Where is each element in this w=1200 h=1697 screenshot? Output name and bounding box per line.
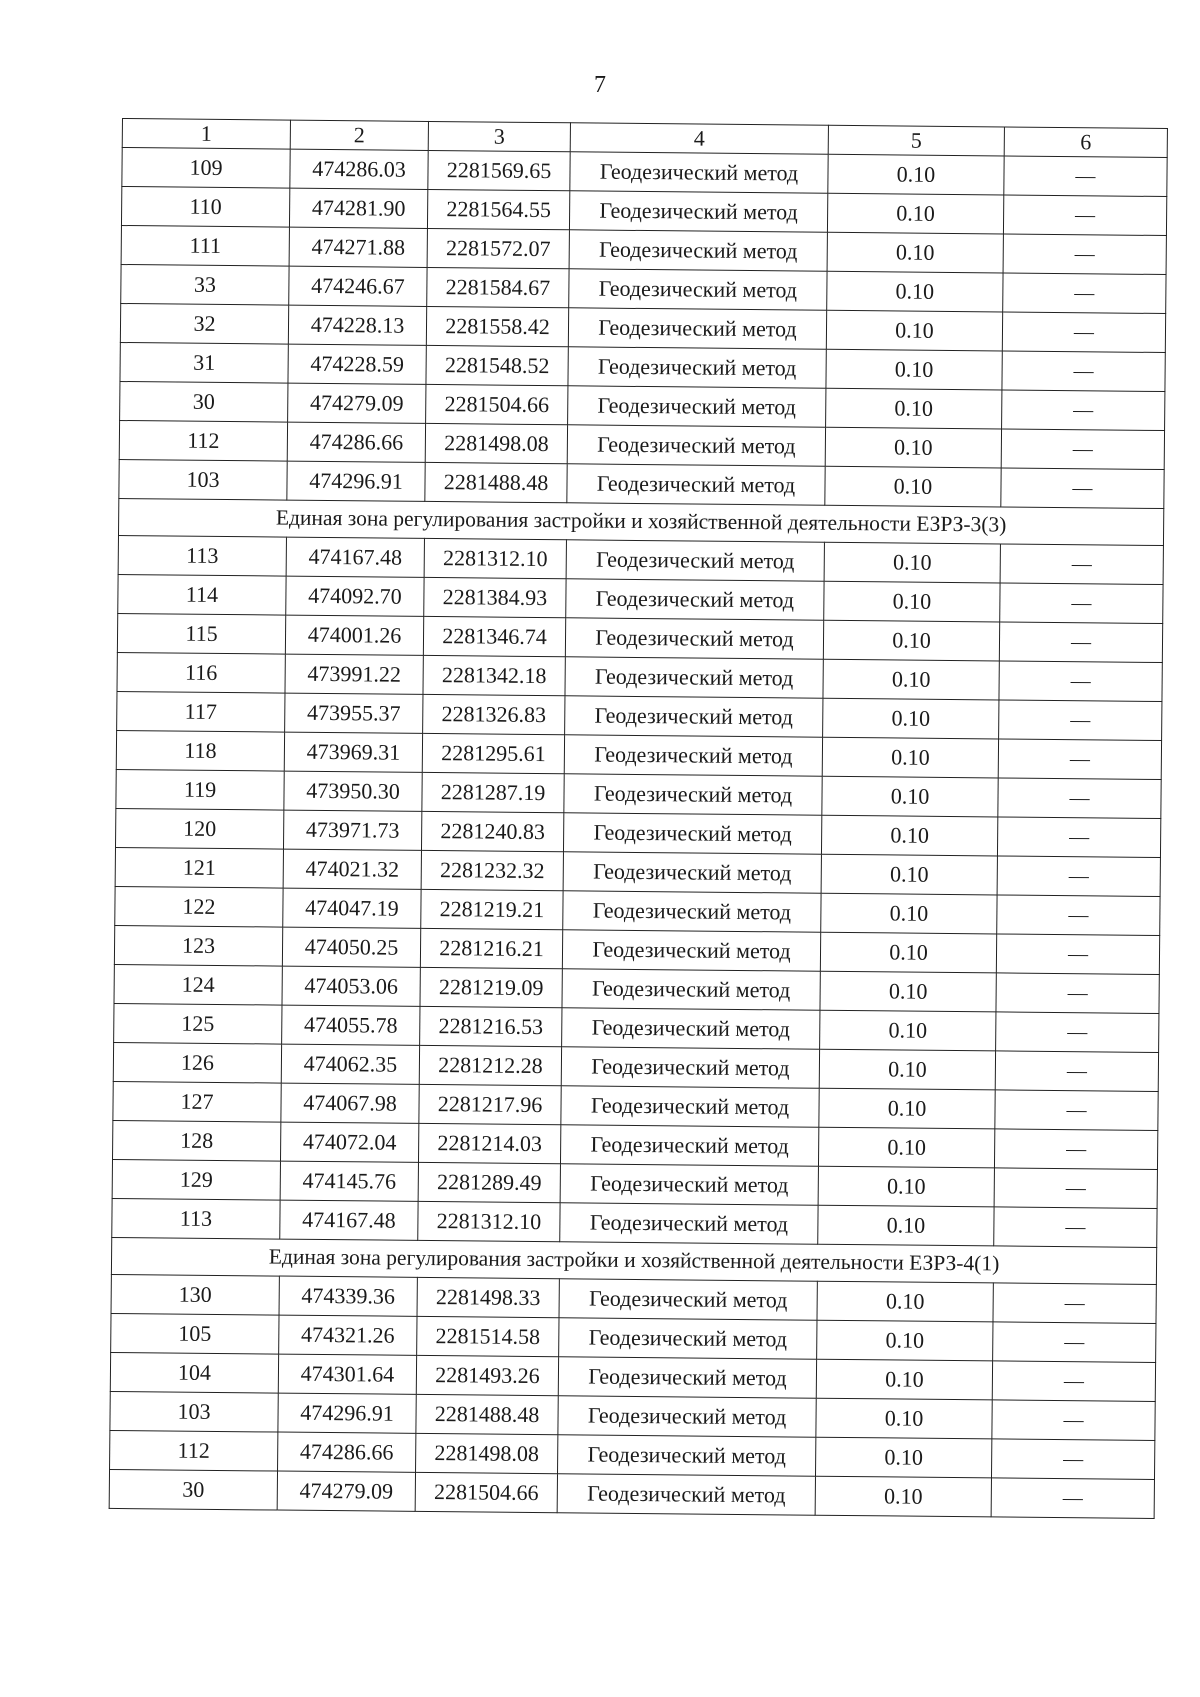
accuracy-cell: 0.10: [818, 1166, 994, 1207]
accuracy-cell: 0.10: [822, 776, 998, 817]
method-cell: Геодезический метод: [560, 1164, 818, 1205]
note-cell: —: [997, 856, 1160, 897]
method-cell: Геодезический метод: [563, 891, 821, 932]
accuracy-cell: 0.10: [820, 932, 996, 973]
y-coordinate-cell: 2281493.26: [416, 1355, 558, 1395]
y-coordinate-cell: 2281219.21: [421, 889, 563, 929]
note-cell: —: [996, 934, 1159, 975]
note-cell: —: [999, 622, 1162, 663]
y-coordinate-cell: 2281217.96: [419, 1084, 561, 1124]
method-cell: Геодезический метод: [558, 1357, 816, 1398]
column-header-2: 2: [290, 120, 428, 150]
point-number-cell: 113: [112, 1198, 280, 1239]
method-cell: Геодезический метод: [557, 1474, 815, 1515]
x-coordinate-cell: 474279.09: [288, 383, 426, 423]
note-cell: —: [993, 1322, 1156, 1363]
column-header-5: 5: [828, 125, 1004, 156]
x-coordinate-cell: 474228.13: [288, 305, 426, 345]
point-number-cell: 104: [110, 1352, 278, 1393]
column-header-6: 6: [1004, 127, 1167, 158]
column-header-3: 3: [428, 121, 570, 151]
method-cell: Геодезический метод: [561, 1047, 819, 1088]
section-title: Единая зона регулирования застройки и хозяйственной деятельности ЕЗРЗ-4(1): [111, 1237, 1156, 1284]
accuracy-cell: 0.10: [820, 1010, 996, 1051]
coordinates-table: [109, 118, 1168, 1519]
y-coordinate-cell: 2281584.67: [427, 267, 569, 307]
y-coordinate-cell: 2281504.66: [415, 1472, 557, 1512]
point-number-cell: 118: [116, 730, 284, 771]
method-cell: Геодезический метод: [568, 347, 826, 388]
x-coordinate-cell: 474281.90: [289, 188, 427, 228]
x-coordinate-cell: 474055.78: [282, 1005, 420, 1045]
x-coordinate-cell: 473991.22: [285, 654, 423, 694]
accuracy-cell: 0.10: [816, 1359, 992, 1400]
accuracy-cell: 0.10: [818, 1205, 994, 1246]
accuracy-cell: 0.10: [815, 1437, 991, 1478]
y-coordinate-cell: 2281558.42: [426, 306, 568, 346]
accuracy-cell: 0.10: [827, 193, 1003, 234]
x-coordinate-cell: 474296.91: [287, 461, 425, 501]
point-number-cell: 119: [116, 769, 284, 810]
note-cell: —: [996, 1012, 1159, 1053]
point-number-cell: 113: [118, 535, 286, 576]
note-cell: —: [1003, 234, 1166, 275]
point-number-cell: 130: [111, 1274, 279, 1315]
note-cell: —: [1002, 312, 1165, 353]
accuracy-cell: 0.10: [827, 271, 1003, 312]
x-coordinate-cell: 474286.66: [278, 1432, 416, 1472]
method-cell: Геодезический метод: [566, 540, 824, 581]
point-number-cell: 127: [113, 1081, 281, 1122]
coordinates-table-body: [109, 119, 1167, 1519]
method-cell: Геодезический метод: [559, 1318, 817, 1359]
y-coordinate-cell: 2281312.10: [418, 1201, 560, 1241]
method-cell: Геодезический метод: [563, 813, 821, 854]
note-cell: —: [997, 817, 1160, 858]
accuracy-cell: 0.10: [826, 388, 1002, 429]
method-cell: Геодезический метод: [567, 425, 825, 466]
x-coordinate-cell: 474246.67: [289, 266, 427, 306]
point-number-cell: 30: [120, 381, 288, 422]
x-coordinate-cell: 473955.37: [285, 693, 423, 733]
point-number-cell: 120: [115, 808, 283, 849]
note-cell: —: [995, 1090, 1158, 1131]
method-cell: Геодезический метод: [568, 308, 826, 349]
note-cell: —: [997, 895, 1160, 936]
note-cell: —: [1000, 544, 1163, 585]
x-coordinate-cell: 474321.26: [279, 1315, 417, 1355]
x-coordinate-cell: 474228.59: [288, 344, 426, 384]
y-coordinate-cell: 2281214.03: [418, 1123, 560, 1163]
accuracy-cell: 0.10: [824, 542, 1000, 583]
accuracy-cell: 0.10: [817, 1281, 993, 1322]
point-number-cell: 30: [109, 1469, 277, 1510]
x-coordinate-cell: 474050.25: [282, 927, 420, 967]
point-number-cell: 112: [119, 420, 287, 461]
accuracy-cell: 0.10: [826, 310, 1002, 351]
note-cell: —: [1002, 390, 1165, 431]
y-coordinate-cell: 2281548.52: [426, 345, 568, 385]
point-number-cell: 114: [118, 574, 286, 615]
accuracy-cell: 0.10: [825, 427, 1001, 468]
note-cell: —: [995, 1051, 1158, 1092]
y-coordinate-cell: 2281564.55: [427, 189, 569, 229]
point-number-cell: 109: [122, 148, 290, 189]
accuracy-cell: 0.10: [821, 854, 997, 895]
method-cell: Геодезический метод: [558, 1396, 816, 1437]
y-coordinate-cell: 2281498.33: [417, 1277, 559, 1317]
x-coordinate-cell: 474021.32: [283, 849, 421, 889]
note-cell: —: [996, 973, 1159, 1014]
point-number-cell: 124: [114, 964, 282, 1005]
note-cell: —: [999, 661, 1162, 702]
method-cell: Геодезический метод: [563, 852, 821, 893]
note-cell: —: [994, 1129, 1157, 1170]
x-coordinate-cell: 474072.04: [280, 1122, 418, 1162]
note-cell: —: [998, 778, 1161, 819]
method-cell: Геодезический метод: [565, 618, 823, 659]
x-coordinate-cell: 474301.64: [278, 1354, 416, 1394]
x-coordinate-cell: 474145.76: [280, 1161, 418, 1201]
note-cell: —: [998, 739, 1161, 780]
point-number-cell: 110: [121, 187, 289, 228]
y-coordinate-cell: 2281572.07: [427, 228, 569, 268]
coordinates-table-container: [109, 118, 1167, 1519]
method-cell: Геодезический метод: [561, 1086, 819, 1127]
point-number-cell: 126: [113, 1042, 281, 1083]
accuracy-cell: 0.10: [828, 154, 1004, 195]
point-number-cell: 32: [120, 303, 288, 344]
note-cell: —: [1003, 195, 1166, 236]
note-cell: —: [991, 1439, 1154, 1480]
x-coordinate-cell: 474092.70: [286, 576, 424, 616]
note-cell: —: [1002, 351, 1165, 392]
note-cell: —: [1001, 429, 1164, 470]
method-cell: Геодезический метод: [564, 735, 822, 776]
note-cell: —: [994, 1207, 1157, 1248]
x-coordinate-cell: 473971.73: [283, 810, 421, 850]
point-number-cell: 112: [110, 1430, 278, 1471]
x-coordinate-cell: 474286.66: [287, 422, 425, 462]
note-cell: —: [1001, 468, 1164, 509]
method-cell: Геодезический метод: [564, 774, 822, 815]
method-cell: Геодезический метод: [567, 464, 825, 505]
accuracy-cell: 0.10: [822, 737, 998, 778]
method-cell: Геодезический метод: [558, 1435, 816, 1476]
point-number-cell: 125: [114, 1003, 282, 1044]
accuracy-cell: 0.10: [815, 1476, 991, 1517]
x-coordinate-cell: 474286.03: [290, 149, 428, 189]
note-cell: —: [993, 1283, 1156, 1324]
accuracy-cell: 0.10: [816, 1398, 992, 1439]
method-cell: Геодезический метод: [560, 1125, 818, 1166]
x-coordinate-cell: 474296.91: [278, 1393, 416, 1433]
accuracy-cell: 0.10: [823, 620, 999, 661]
point-number-cell: 31: [120, 342, 288, 383]
x-coordinate-cell: 474047.19: [283, 888, 421, 928]
x-coordinate-cell: 474067.98: [281, 1083, 419, 1123]
y-coordinate-cell: 2281289.49: [418, 1162, 560, 1202]
accuracy-cell: 0.10: [819, 1088, 995, 1129]
note-cell: —: [1004, 156, 1167, 197]
point-number-cell: 122: [115, 886, 283, 927]
y-coordinate-cell: 2281216.21: [420, 928, 562, 968]
method-cell: Геодезический метод: [565, 657, 823, 698]
y-coordinate-cell: 2281498.08: [416, 1433, 558, 1473]
y-coordinate-cell: 2281342.18: [423, 655, 565, 695]
x-coordinate-cell: 474053.06: [282, 966, 420, 1006]
accuracy-cell: 0.10: [817, 1320, 993, 1361]
method-cell: Геодезический метод: [566, 579, 824, 620]
accuracy-cell: 0.10: [820, 971, 996, 1012]
y-coordinate-cell: 2281212.28: [419, 1045, 561, 1085]
x-coordinate-cell: 474167.48: [280, 1200, 418, 1240]
accuracy-cell: 0.10: [819, 1049, 995, 1090]
y-coordinate-cell: 2281384.93: [424, 577, 566, 617]
method-cell: Геодезический метод: [568, 386, 826, 427]
accuracy-cell: 0.10: [821, 815, 997, 856]
method-cell: Геодезический метод: [562, 930, 820, 971]
column-header-4: 4: [570, 123, 828, 154]
point-number-cell: 128: [113, 1120, 281, 1161]
y-coordinate-cell: 2281287.19: [422, 772, 564, 812]
y-coordinate-cell: 2281346.74: [423, 616, 565, 656]
note-cell: —: [992, 1400, 1155, 1441]
section-title: Единая зона регулирования застройки и хозяйственной деятельности ЕЗРЗ-3(3): [118, 498, 1163, 545]
x-coordinate-cell: 474271.88: [289, 227, 427, 267]
y-coordinate-cell: 2281569.65: [428, 150, 570, 190]
accuracy-cell: 0.10: [827, 232, 1003, 273]
method-cell: Геодезический метод: [562, 1008, 820, 1049]
method-cell: Геодезический метод: [569, 230, 827, 271]
method-cell: Геодезический метод: [565, 696, 823, 737]
point-number-cell: 111: [121, 225, 289, 266]
point-number-cell: 115: [117, 613, 285, 654]
y-coordinate-cell: 2281232.32: [421, 850, 563, 890]
x-coordinate-cell: 473950.30: [284, 771, 422, 811]
point-number-cell: 33: [121, 264, 289, 305]
method-cell: Геодезический метод: [559, 1279, 817, 1320]
y-coordinate-cell: 2281504.66: [426, 384, 568, 424]
x-coordinate-cell: 474339.36: [279, 1276, 417, 1316]
y-coordinate-cell: 2281240.83: [421, 811, 563, 851]
column-header-1: 1: [122, 119, 290, 150]
note-cell: —: [1003, 273, 1166, 314]
accuracy-cell: 0.10: [824, 581, 1000, 622]
note-cell: —: [999, 700, 1162, 741]
method-cell: Геодезический метод: [560, 1203, 818, 1244]
method-cell: Геодезический метод: [570, 152, 828, 193]
method-cell: Геодезический метод: [569, 269, 827, 310]
point-number-cell: 105: [111, 1313, 279, 1354]
point-number-cell: 117: [117, 691, 285, 732]
y-coordinate-cell: 2281219.09: [420, 967, 562, 1007]
point-number-cell: 129: [112, 1159, 280, 1200]
note-cell: —: [991, 1478, 1154, 1519]
accuracy-cell: 0.10: [825, 466, 1001, 507]
y-coordinate-cell: 2281216.53: [420, 1006, 562, 1046]
point-number-cell: 116: [117, 652, 285, 693]
y-coordinate-cell: 2281498.08: [425, 423, 567, 463]
y-coordinate-cell: 2281312.10: [424, 538, 566, 578]
accuracy-cell: 0.10: [823, 698, 999, 739]
point-number-cell: 103: [110, 1391, 278, 1432]
x-coordinate-cell: 474279.09: [277, 1471, 415, 1511]
y-coordinate-cell: 2281295.61: [422, 733, 564, 773]
method-cell: Геодезический метод: [569, 191, 827, 232]
x-coordinate-cell: 474062.35: [281, 1044, 419, 1084]
note-cell: —: [994, 1168, 1157, 1209]
page-number: 7: [594, 72, 606, 98]
x-coordinate-cell: 473969.31: [284, 732, 422, 772]
point-number-cell: 123: [114, 925, 282, 966]
accuracy-cell: 0.10: [821, 893, 997, 934]
point-number-cell: 103: [119, 459, 287, 500]
method-cell: Геодезический метод: [562, 969, 820, 1010]
y-coordinate-cell: 2281488.48: [425, 462, 567, 502]
y-coordinate-cell: 2281488.48: [416, 1394, 558, 1434]
y-coordinate-cell: 2281514.58: [417, 1316, 559, 1356]
point-number-cell: 121: [115, 847, 283, 888]
x-coordinate-cell: 474001.26: [285, 615, 423, 655]
accuracy-cell: 0.10: [823, 659, 999, 700]
accuracy-cell: 0.10: [818, 1127, 994, 1168]
accuracy-cell: 0.10: [826, 349, 1002, 390]
note-cell: —: [1000, 583, 1163, 624]
y-coordinate-cell: 2281326.83: [423, 694, 565, 734]
note-cell: —: [992, 1361, 1155, 1402]
x-coordinate-cell: 474167.48: [286, 537, 424, 577]
